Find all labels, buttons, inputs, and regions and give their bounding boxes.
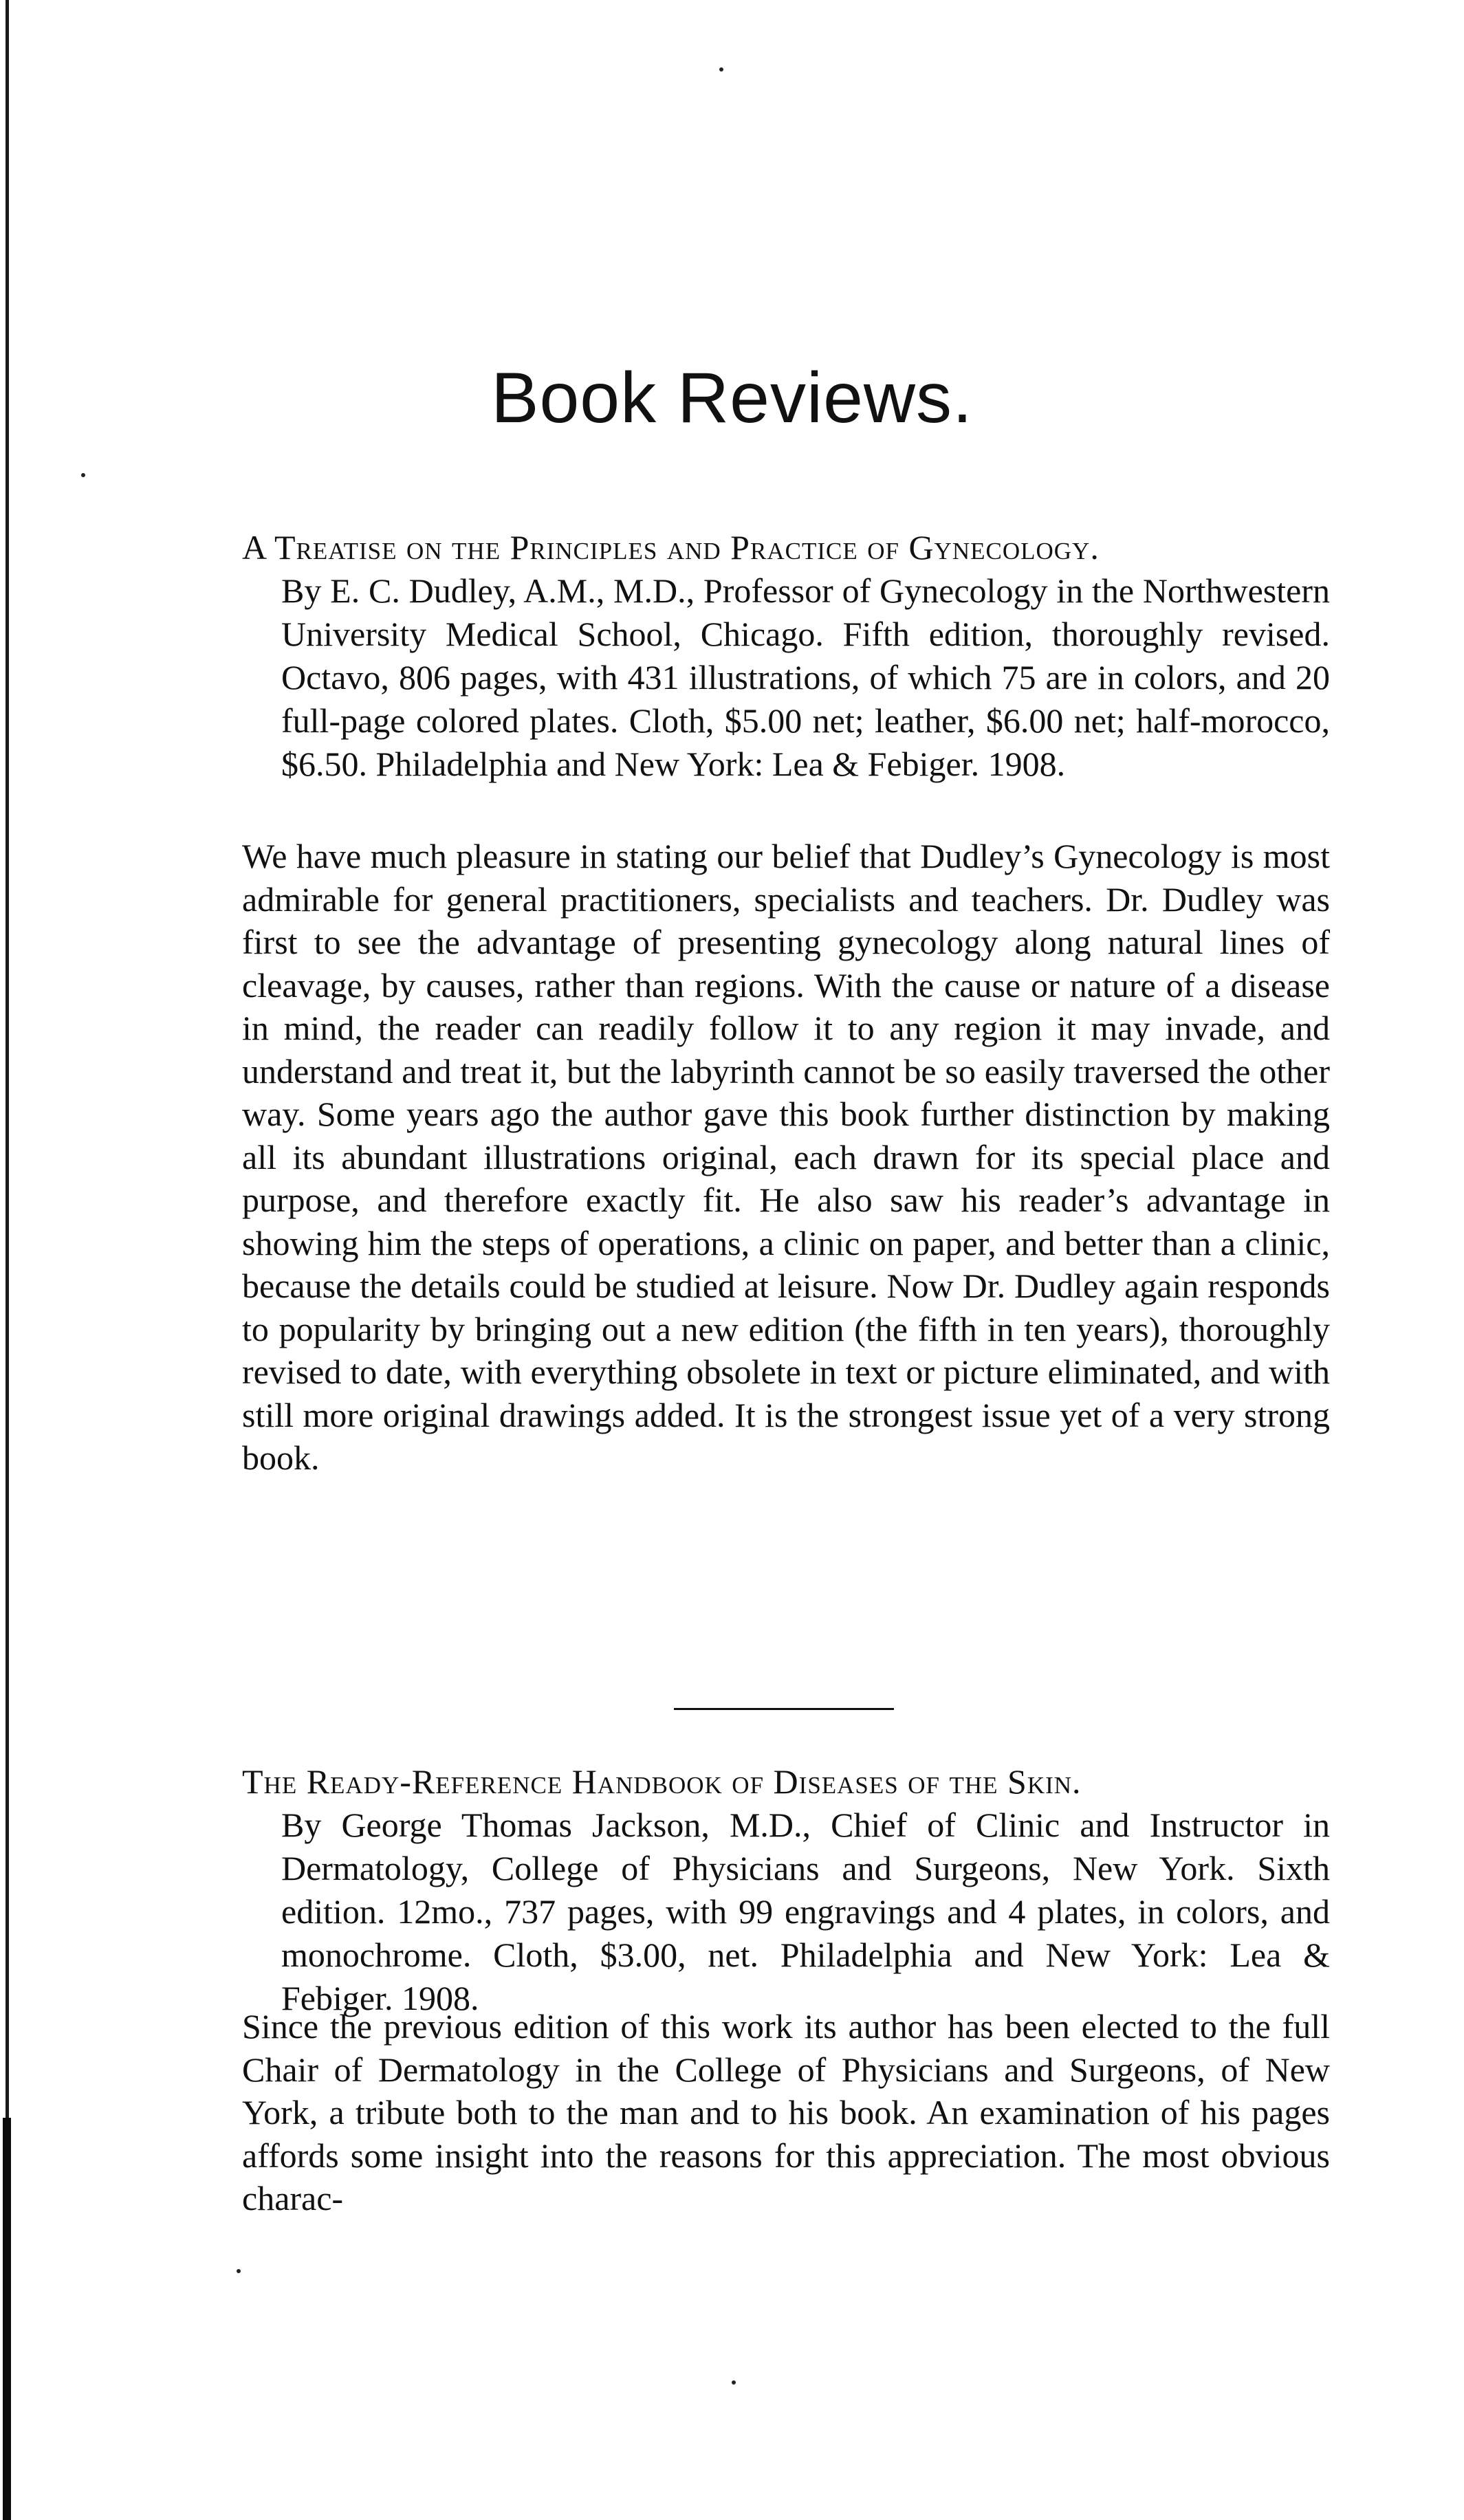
print-speck: [237, 2269, 241, 2273]
page-heading: Book Reviews.: [491, 358, 973, 438]
review-2-title: The Ready-Reference Handbook of Diseases of the Skin.: [242, 1762, 1082, 1801]
print-speck: [81, 473, 85, 477]
review-1-title: A Treatise on the Principles and Practice of Gynecology.: [242, 528, 1100, 567]
print-speck: [732, 2380, 736, 2385]
review-1-citation: [242, 526, 1330, 786]
review-1-bibliographic-details: By E. C. Dudley, A.M., M.D., Professor of Gynecology in the Northwestern University Medical School, Chicago. Fifth edition, thoroughly revised. Octavo, 806 pages, with 431 illustrations, of which 75 are in colors, and 20 full-page colored plates. Cloth, $5.00 net; leather, $6.00 net; half-morocco, $6.50. Philadelphia and New York: Lea & Febiger. 1908.: [281, 571, 1330, 783]
review-1-body: We have much pleasure in stating our belief that Dudley’s Gynecology is most admirable for general practitioners, specialists and teachers. Dr. Dudley was first to see the advantage of presenting gynecology along natural lines of cleavage, by causes, rather than regions. With the cause or nature of a disease in mind, the reader can readily follow it to any region it may invade, and understand and treat it, but the labyrinth cannot be so easily traversed the other way. Some years ago the author gave this book further distinction by making all its abundant illustrations original, each drawn for its special place and purpose, and therefore exactly fit. He also saw his reader’s advantage in showing him the steps of operations, a clinic on paper, and better than a clinic, because the details could be studied at leisure. Now Dr. Dudley again responds to popularity by bringing out a new edition (the fifth in ten years), thoroughly revised to date, with everything obsolete in text or picture eliminated, and with still more original drawings added. It is the strongest issue yet of a very strong book.: [242, 837, 1330, 1477]
print-speck: [719, 67, 723, 72]
review-2-body: Since the previous edition of this work its author has been elected to the full Chair of Dermatology in the College of Physicians and Surgeons, of New York, a tribute both to the man and to his book. An examination of his pages affords some insight into the reasons for this appreciation. The most obvious charac-: [242, 2007, 1330, 2217]
page-edge-binding: [3, 2118, 11, 2520]
review-2-bibliographic-details: By George Thomas Jackson, M.D., Chief of Clinic and Instructor in Dermatology, College of Physicians and Surgeons, New York. Sixth edition. 12mo., 737 pages, with 99 engravings and 4 plates, in colors, and monochrome. Cloth, $3.00, net. Philadelphia and New York: Lea & Febiger. 1908.: [281, 1806, 1330, 2017]
review-2-citation: [242, 1760, 1330, 2020]
section-divider: [674, 1708, 894, 1710]
